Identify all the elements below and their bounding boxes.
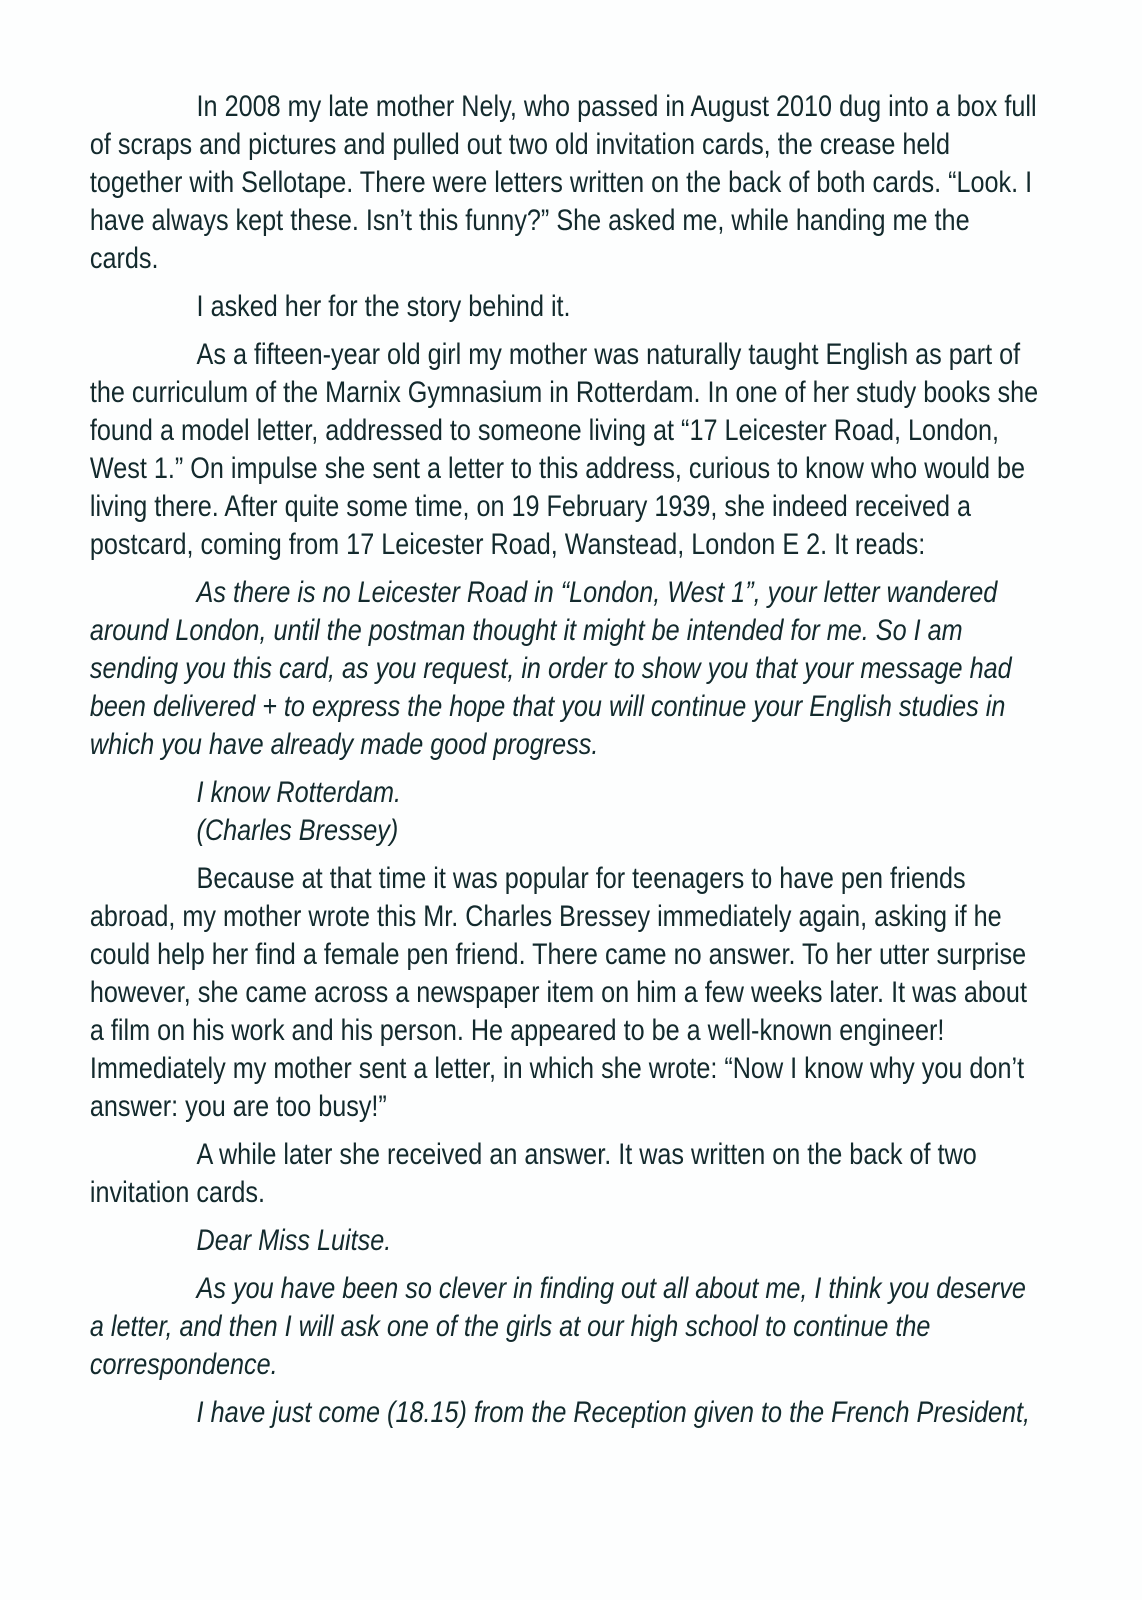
postcard-quote-signature: (Charles Bressey) (196, 814, 399, 847)
paragraph-answer-received: A while later she received an answer. It was written on the back of two invitation cards. (89, 1138, 977, 1209)
paragraph-question: I asked her for the story behind it. (196, 290, 571, 323)
postcard-quote-body: As there is no Leicester Road in “London, West 1”, your letter wandered around London, until the postman thought it might be intended for me. So I am sending you this card, as you request, in order to show you that your message had been delivered + to express the hope that you will continue your English studies in which you have already made good progress. (89, 576, 1012, 761)
paragraph-backstory: As a fifteen-year old girl my mother was naturally taught English as part of the curriculum of the Marnix Gymnasium in Rotterdam. In one of her study books she found a model letter, addressed to someone living at “17 Leicester Road, London, West 1.” On impulse she sent a letter to this address, curious to know who would be living there. After quite some time, on 19 February 1939, she indeed received a postcard, coming from 17 Leicester Road, Wanstead, London E 2. It reads: (89, 338, 1039, 561)
paragraph-opening: In 2008 my late mother Nely, who passed in August 2010 dug into a box full of scraps and pictures and pulled out two old invitation cards, the crease held together with Sellotape. There were letters written on the back of both cards. “Look. I have always kept these. Isn’t this funny?” She asked me, while handing me the cards. (89, 90, 1037, 275)
paragraph-pen-friends: Because at that time it was popular for teenagers to have pen friends abroad, my mother wrote this Mr. Charles Bressey immediately again, asking if he could help her find a female pen friend. There came no answer. To her utter surprise however, she came across a newspaper item on him a few weeks later. It was about a film on his work and his person. He appeared to be a well-known engineer! Immediately my mother sent a letter, in which she wrote: “Now I know why you don’t answer: you are too busy!” (89, 862, 1027, 1123)
letter-body-second: I have just come (18.15) from the Reception given to the French President, (196, 1396, 1030, 1429)
letter-body-first: As you have been so clever in finding out all about me, I think you deserve a letter, and then I will ask one of the girls at our high school to continue the correspondence. (89, 1272, 1026, 1381)
letter-salutation: Dear Miss Luitse. (196, 1224, 392, 1257)
postcard-quote-rotterdam: I know Rotterdam. (196, 776, 402, 809)
